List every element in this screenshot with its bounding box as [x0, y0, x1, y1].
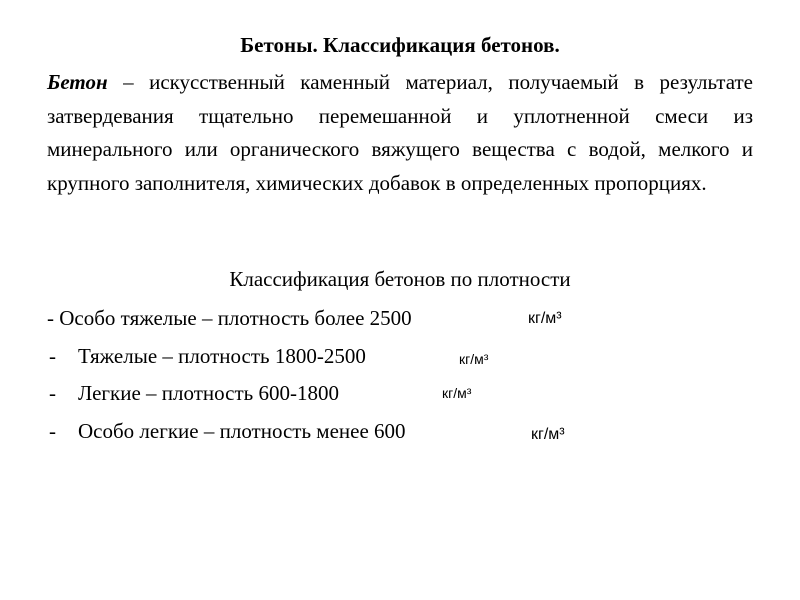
- list-item-text: Тяжелые – плотность 1800-2500: [78, 344, 366, 368]
- classification-subheading: Классификация бетонов по плотности: [229, 267, 571, 291]
- list-item-text: Особо легкие – плотность менее 600: [78, 419, 406, 443]
- density-unit: кг/м³: [531, 426, 565, 443]
- definition-term: Бетон: [47, 70, 108, 94]
- density-unit: кг/м³: [528, 310, 562, 327]
- list-item: [47, 378, 753, 408]
- density-unit: кг/м³: [459, 351, 489, 367]
- definition-text: – искусственный каменный материал, получаемый в результате затвердевания тщательно перемешанной и уплотненной смеси из минерального или органического вяжущего вещества с водой, мелкого и крупного заполнителя, химических добавок в определенных пропорциях.: [47, 70, 753, 195]
- list-item: [47, 416, 753, 446]
- list-marker: -: [49, 344, 56, 368]
- list-item-text: Легкие – плотность 600-1800: [78, 381, 339, 405]
- list-item: [47, 341, 753, 371]
- list-item-text: Особо тяжелые – плотность более 2500: [59, 306, 412, 330]
- slide-title: Бетоны. Классификация бетонов.: [240, 33, 560, 57]
- definition-paragraph: [47, 66, 753, 200]
- list-marker: -: [49, 381, 56, 405]
- list-item: [47, 303, 753, 333]
- list-marker: -: [47, 306, 54, 330]
- density-unit: кг/м³: [442, 385, 472, 401]
- list-marker: -: [49, 419, 56, 443]
